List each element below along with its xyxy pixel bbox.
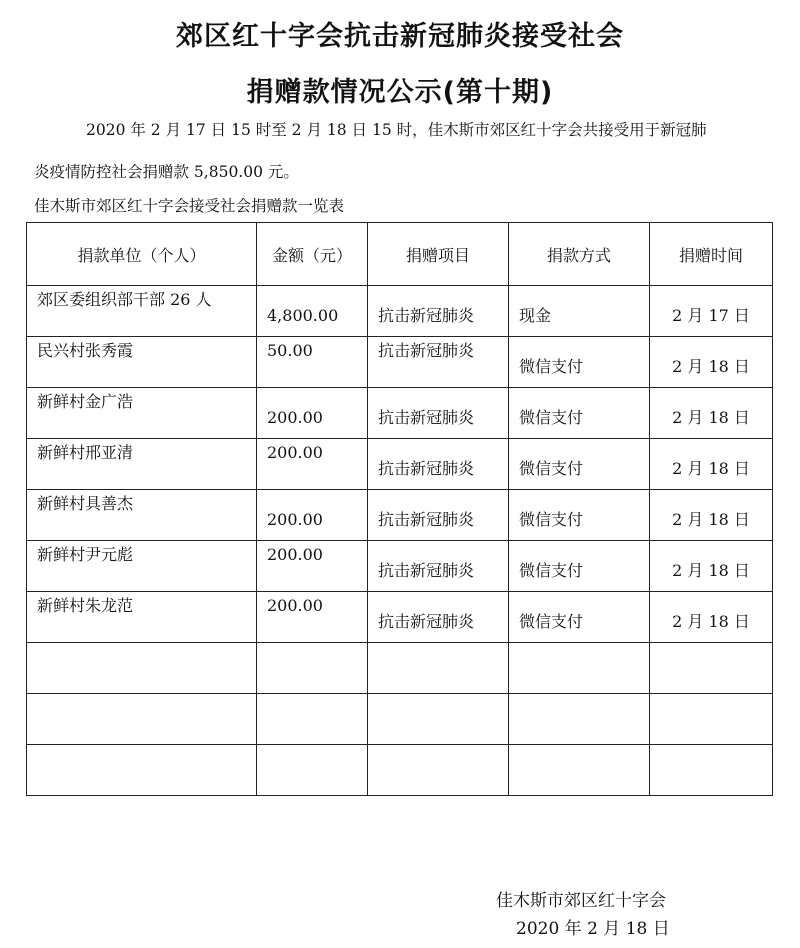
donor-text: 民兴村张秀霞 [37, 341, 134, 360]
intro-paragraph-line-1: 2020 年 2 月 17 日 15 时至 2 月 18 日 15 时，佳木斯市郊区红十字会共接受用于新冠肺 [86, 121, 707, 139]
table-row [27, 592, 773, 643]
method-text: 微信支付 [519, 459, 584, 478]
donor-text: 郊区委组织部干部 26 人 [37, 290, 212, 309]
method-cell [509, 439, 650, 490]
column-header-project: 捐赠项目 [368, 223, 509, 286]
amount-text: 200.00 [267, 443, 323, 462]
table-row [27, 541, 773, 592]
amount-cell [257, 643, 368, 694]
project-cell [368, 643, 509, 694]
project-cell [368, 286, 509, 337]
page-title-line-2: 捐赠款情况公示(第十期) [246, 77, 554, 108]
column-header-amount: 金额（元） [257, 223, 368, 286]
method-cell [509, 694, 650, 745]
date-cell [650, 643, 773, 694]
donor-cell [27, 490, 257, 541]
project-text: 抗击新冠肺炎 [378, 408, 475, 427]
date-cell [650, 541, 773, 592]
column-header-method: 捐款方式 [509, 223, 650, 286]
table-row [27, 439, 773, 490]
column-header-donor: 捐款单位（个人） [27, 223, 257, 286]
date-text: 2 月 18 日 [672, 459, 750, 478]
table-row [27, 643, 773, 694]
table-row [27, 745, 773, 796]
donor-text: 新鲜村金广浩 [37, 392, 134, 411]
method-text: 微信支付 [519, 510, 584, 529]
method-cell [509, 745, 650, 796]
amount-cell [257, 694, 368, 745]
method-cell [509, 388, 650, 439]
method-cell [509, 592, 650, 643]
signature-organization: 佳木斯市郊区红十字会 [496, 891, 666, 911]
method-cell [509, 541, 650, 592]
date-text: 2 月 18 日 [672, 561, 750, 580]
donor-text: 新鲜村邢亚清 [37, 443, 134, 462]
amount-text: 200.00 [267, 510, 323, 529]
project-text: 抗击新冠肺炎 [378, 561, 475, 580]
project-text: 抗击新冠肺炎 [378, 612, 475, 631]
method-cell [509, 643, 650, 694]
amount-cell [257, 388, 368, 439]
donor-cell [27, 592, 257, 643]
project-text: 抗击新冠肺炎 [378, 459, 475, 478]
donor-text: 新鲜村朱龙范 [37, 596, 134, 615]
table-row [27, 388, 773, 439]
donor-cell [27, 694, 257, 745]
amount-cell [257, 592, 368, 643]
date-cell [650, 388, 773, 439]
donor-cell [27, 388, 257, 439]
date-cell [650, 439, 773, 490]
amount-text: 50.00 [267, 341, 313, 360]
date-text: 2 月 18 日 [672, 510, 750, 529]
method-cell [509, 337, 650, 388]
project-cell [368, 745, 509, 796]
donation-table [26, 222, 773, 796]
page-title-line-1: 郊区红十字会抗击新冠肺炎接受社会 [176, 21, 624, 52]
donor-cell [27, 745, 257, 796]
amount-cell [257, 745, 368, 796]
date-text: 2 月 18 日 [672, 357, 750, 376]
column-header-date: 捐赠时间 [650, 223, 773, 286]
amount-cell [257, 286, 368, 337]
donor-cell [27, 643, 257, 694]
amount-cell [257, 541, 368, 592]
method-cell [509, 286, 650, 337]
project-cell [368, 388, 509, 439]
date-text: 2 月 17 日 [672, 306, 750, 325]
amount-cell [257, 439, 368, 490]
table-row [27, 286, 773, 337]
table-row [27, 490, 773, 541]
donor-cell [27, 439, 257, 490]
project-text: 抗击新冠肺炎 [378, 341, 475, 360]
date-cell [650, 592, 773, 643]
method-text: 微信支付 [519, 408, 584, 427]
method-text: 微信支付 [519, 561, 584, 580]
method-text: 现金 [519, 306, 552, 325]
date-text: 2 月 18 日 [672, 612, 750, 631]
method-text: 微信支付 [519, 357, 584, 376]
intro-paragraph-line-2: 炎疫情防控社会捐赠款 5,850.00 元。 [34, 163, 299, 181]
project-cell [368, 592, 509, 643]
project-cell [368, 439, 509, 490]
method-text: 微信支付 [519, 612, 584, 631]
amount-text: 200.00 [267, 596, 323, 615]
date-cell [650, 490, 773, 541]
date-cell [650, 694, 773, 745]
project-cell [368, 541, 509, 592]
method-cell [509, 490, 650, 541]
project-cell [368, 337, 509, 388]
amount-text: 200.00 [267, 545, 323, 564]
table-row [27, 694, 773, 745]
amount-text: 200.00 [267, 408, 323, 427]
table-header-row [27, 223, 773, 286]
amount-cell [257, 337, 368, 388]
donor-text: 新鲜村尹元彪 [37, 545, 134, 564]
amount-cell [257, 490, 368, 541]
table-caption: 佳木斯市郊区红十字会接受社会捐赠款一览表 [34, 197, 345, 215]
donor-text: 新鲜村具善杰 [37, 494, 134, 513]
donor-cell [27, 286, 257, 337]
project-cell [368, 694, 509, 745]
amount-text: 4,800.00 [267, 306, 339, 325]
signature-date: 2020 年 2 月 18 日 [516, 919, 670, 939]
table-row [27, 337, 773, 388]
project-cell [368, 490, 509, 541]
date-text: 2 月 18 日 [672, 408, 750, 427]
donor-cell [27, 337, 257, 388]
date-cell [650, 745, 773, 796]
date-cell [650, 337, 773, 388]
donor-cell [27, 541, 257, 592]
date-cell [650, 286, 773, 337]
project-text: 抗击新冠肺炎 [378, 306, 475, 325]
project-text: 抗击新冠肺炎 [378, 510, 475, 529]
